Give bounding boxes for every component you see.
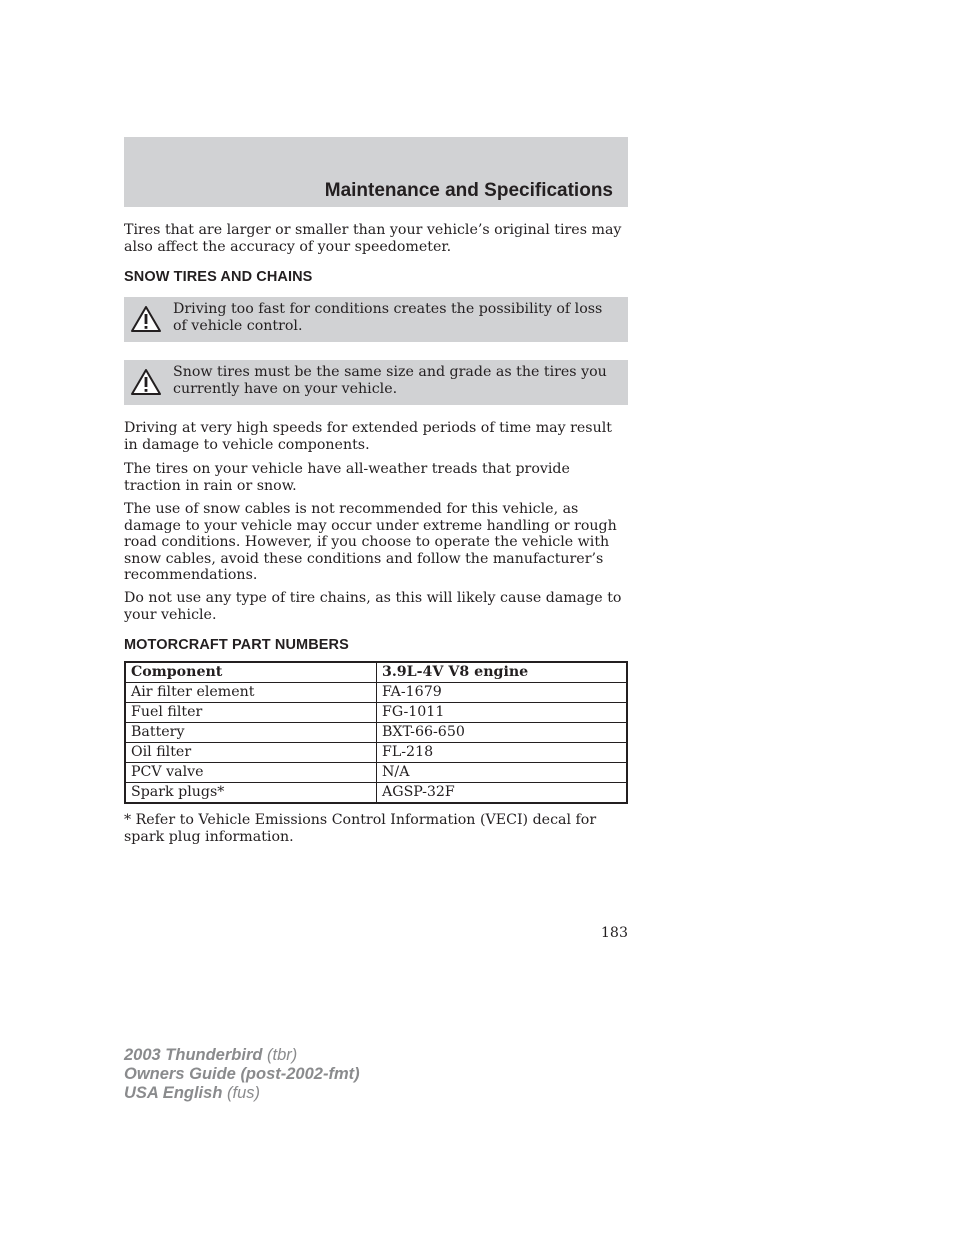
footer-line: [124, 1046, 360, 1065]
body-paragraph: Driving at very high speeds for extended periods of time may result in damage to vehicle components.: [124, 420, 612, 453]
intro-paragraph: Tires that are larger or smaller than your vehicle’s original tires may also affect the accuracy of your speedometer.: [124, 222, 622, 255]
part-number-cell: N/A: [377, 763, 628, 783]
warning-box: [124, 360, 628, 405]
parts-table: [124, 661, 628, 804]
footer-model: 2003 Thunderbird: [124, 1046, 263, 1064]
component-cell: PCV valve: [125, 763, 377, 783]
part-number-cell: BXT-66-650: [377, 723, 628, 743]
component-cell: Spark plugs*: [125, 783, 377, 804]
table-row: [125, 703, 627, 723]
column-header: Component: [125, 662, 377, 683]
warning-triangle-icon: [130, 305, 162, 333]
footer-guide: Owners Guide (post-2002-fmt): [124, 1065, 360, 1083]
table-row: [125, 723, 627, 743]
table-row: [125, 743, 627, 763]
footer-line: [124, 1065, 360, 1084]
component-cell: Oil filter: [125, 743, 377, 763]
section-header-band: [124, 137, 628, 207]
motorcraft-heading: MOTORCRAFT PART NUMBERS: [124, 637, 349, 653]
footer-model-code: (tbr): [262, 1046, 298, 1064]
footnote: * Refer to Vehicle Emissions Control Information (VECI) decal for spark plug information.: [124, 812, 597, 845]
footer-line: [124, 1084, 360, 1103]
part-number-cell: FA-1679: [377, 683, 628, 703]
body-paragraph: The tires on your vehicle have all-weather treads that provide traction in rain or snow.: [124, 461, 570, 494]
warning-triangle-icon: [130, 368, 162, 396]
table-row: [125, 763, 627, 783]
column-header: 3.9L-4V V8 engine: [377, 662, 628, 683]
component-cell: Battery: [125, 723, 377, 743]
part-number-cell: FG-1011: [377, 703, 628, 723]
document-footer: [124, 1046, 360, 1103]
body-paragraph: Do not use any type of tire chains, as this will likely cause damage to your vehicle.: [124, 590, 622, 623]
warning-text: Driving too fast for conditions creates the possibility of loss of vehicle control.: [173, 301, 603, 334]
warning-box: [124, 297, 628, 342]
footer-language-code: (fus): [222, 1084, 260, 1102]
warning-text: Snow tires must be the same size and grade as the tires you currently have on your vehicle.: [173, 364, 607, 397]
footer-language: USA English: [124, 1084, 223, 1102]
component-cell: Air filter element: [125, 683, 377, 703]
table-header-row: [125, 662, 627, 683]
body-paragraph: The use of snow cables is not recommended for this vehicle, as damage to your vehicle may occur under extreme handling or rough road conditions. However, if you choose to operate the vehicle with snow cables, avoid these conditions and follow the manufacturer’s recommendations.: [124, 501, 617, 583]
part-number-cell: AGSP-32F: [377, 783, 628, 804]
table-row: [125, 683, 627, 703]
section-title: Maintenance and Specifications: [324, 180, 613, 201]
part-number-cell: FL-218: [377, 743, 628, 763]
page-number: 183: [600, 925, 628, 941]
snow-tires-heading: SNOW TIRES AND CHAINS: [124, 269, 313, 285]
table-row: [125, 783, 627, 804]
component-cell: Fuel filter: [125, 703, 377, 723]
